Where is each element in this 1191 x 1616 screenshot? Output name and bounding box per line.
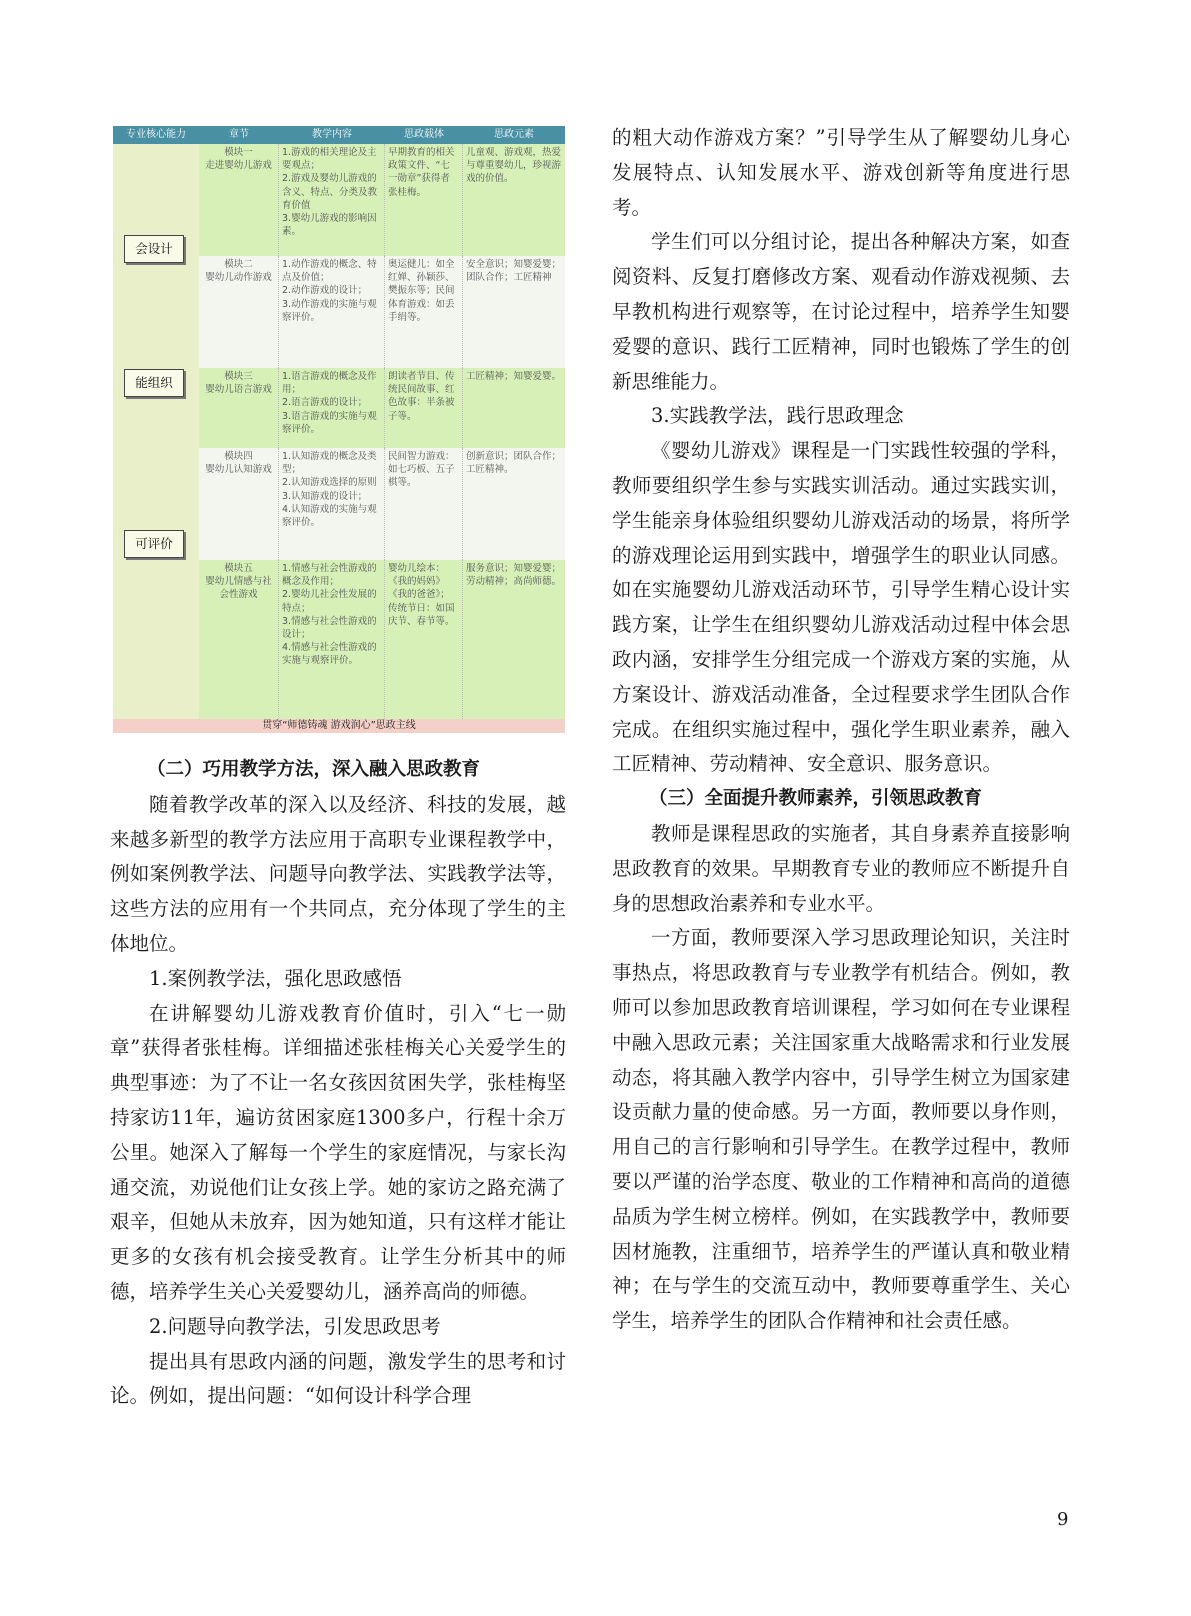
cell-content: 1.情感与社会性游戏的概念及作用； 2.婴幼儿社会性发展的特点； 3.情感与社会性游戏的设计； 4.情感与社会性游戏的实施与观察评价。 <box>279 560 385 719</box>
paragraph: 随着教学改革的深入以及经济、科技的发展，越来越多新型的教学方法应用于高职专业课程教学中，例如案例教学法、问题导向教学法、实践教学法等，这些方法的应用有一个共同点，充分体现了学生的主体地位。 <box>110 792 566 955</box>
subsection-heading: 1.案例教学法，强化思政感悟 <box>149 966 402 990</box>
cell-carrier: 民间智力游戏：如七巧板、五子棋等。 <box>385 448 463 560</box>
cell-content: 1.动作游戏的概念、特点及价值； 2.动作游戏的设计； 3.动作游戏的实施与观察评价。 <box>279 256 385 368</box>
cell-content: 1.认知游戏的概念及类型； 2.认知游戏选择的原则 3.认知游戏的设计； 4.认知游戏的实施与观察评价。 <box>279 448 385 560</box>
header-element: 思政元素 <box>494 129 534 140</box>
paragraph: 的粗大动作游戏方案？”引导学生从了解婴幼儿身心发展特点、认知发展水平、游戏创新等角度进行思考。 <box>612 126 1070 219</box>
right-column <box>612 121 1070 1339</box>
paragraph: 《婴幼儿游戏》课程是一门实践性较强的学科，教师要组织学生参与实践实训活动。通过实践实训，学生能亲身体验组织婴幼儿游戏活动的场景，将所学的游戏理论运用到实践中，增强学生的职业认同感。如在实施婴幼儿游戏活动环节，引导学生精心设计实践方案，让学生在组织婴幼儿游戏活动过程中体会思政内涵，安排学生分组完成一个游戏方案的实施，从方案设计、游戏活动准备，全过程要求学生团队合作完成。在组织实施过程中，强化学生职业素养，融入工匠精神、劳动精神、安全意识、服务意识。 <box>612 439 1070 776</box>
paragraph: 在讲解婴幼儿游戏教育价值时，引入“七一勋章”获得者张桂梅。详细描述张桂梅关心关爱学生的典型事迹：为了不让一名女孩因贫困失学，张桂梅坚持家访11年，遍访贫困家庭1300多户，行程十余万公里。她深入了解每一个学生的家庭情况，与家长沟通交流，劝说他们让女孩上学。她的家访之路充满了艰辛，但她从未放弃，因为她知道，只有这样才能让更多的女孩有机会接受教育。让学生分析其中的师德，培养学生关心关爱婴幼儿，涵养高尚的师德。 <box>110 1001 566 1303</box>
table-row <box>199 560 565 719</box>
cell-content: 1.游戏的相关理论及主要观点； 2.游戏及婴幼儿游戏的含义、特点、分类及教育价值 3.婴幼儿游戏的影响因素。 <box>279 144 385 256</box>
table-row <box>199 144 565 256</box>
cell-element: 儿童观、游戏观，热爱与尊重婴幼儿，珍视游戏的价值。 <box>466 147 562 185</box>
cell-module: 模块三 婴幼儿语言游戏 <box>199 368 279 448</box>
table-header-row <box>113 126 565 144</box>
table-row <box>199 368 565 448</box>
page-number: 9 <box>1057 1509 1069 1530</box>
header-chapter: 章节 <box>229 129 249 140</box>
paragraph: 一方面，教师要深入学习思政理论知识，关注时事热点，将思政教育与专业教学有机结合。例如，教师可以参加思政教育培训课程，学习如何在专业课程中融入思政元素；关注国家重大战略需求和行业发展动态，将其融入教学内容中，引导学生树立为国家建设贡献力量的使命感。另一方面，教师要以身作则，用自己的言行影响和引导学生。在教学过程中，教师要以严谨的治学态度、敬业的工作精神和高尚的道德品质为学生树立榜样。例如，在实践教学中，教师要因材施教，注重细节，培养学生的严谨认真和敬业精神；在与学生的交流互动中，教师要尊重学生、关心学生，培养学生的团队合作精神和社会责任感。 <box>612 926 1070 1333</box>
skill-box-organize: 能组织 <box>124 369 184 397</box>
table-row <box>199 448 565 560</box>
cell-element: 服务意识；知婴爱婴；劳动精神；高尚师德。 <box>466 563 562 588</box>
subsection-heading: 3.实践教学法，践行思政理念 <box>651 404 904 428</box>
cell-carrier: 奥运健儿：如全红婵、孙颖莎、樊振东等；民间体育游戏：如丢手绢等。 <box>385 256 463 368</box>
cell-content: 1.语言游戏的概念及作用； 2.语言游戏的设计； 3.语言游戏的实施与观察评价。 <box>279 368 385 448</box>
header-carrier: 思政载体 <box>404 129 444 140</box>
cell-module: 模块一 走进婴幼儿游戏 <box>199 144 279 256</box>
paragraph: 教师是课程思政的实施者，其自身素养直接影响思政教育的效果。早期教育专业的教师应不断提升自身的思想政治素养和专业水平。 <box>612 821 1070 915</box>
cell-carrier: 婴幼儿绘本：《我的妈妈》《我的爸爸》；传统节日：如国庆节、春节等。 <box>385 560 463 719</box>
cell-module: 模块五 婴幼儿情感与社会性游戏 <box>199 560 279 719</box>
cell-module: 模块四 婴幼儿认知游戏 <box>199 448 279 560</box>
cell-carrier: 朗读者节目、传统民间故事、红色故事：半条被子等。 <box>385 368 463 448</box>
cell-element: 工匠精神；知婴爱婴。 <box>466 371 562 382</box>
cell-carrier: 早期教育的相关政策文件、“七一勋章”获得者张桂梅。 <box>385 144 463 256</box>
paragraph: 学生们可以分组讨论，提出各种解决方案，如查阅资料、反复打磨修改方案、观看动作游戏视频、去早教机构进行观察等，在讨论过程中，培养学生知婴爱婴的意识、践行工匠精神，同时也锻炼了学生的创新思维能力。 <box>612 230 1070 393</box>
cell-module: 模块二 婴幼儿动作游戏 <box>199 256 279 368</box>
section-heading: （三）全面提升教师素养，引领思政教育 <box>649 788 983 810</box>
table-footer-banner: 贯穿“师德铸魂 游戏润心”思政主线 <box>113 719 565 733</box>
table-row <box>199 256 565 368</box>
left-column <box>110 753 566 1414</box>
curriculum-table-figure <box>113 126 565 733</box>
subsection-heading: 2.问题导向教学法，引发思政思考 <box>149 1314 441 1338</box>
paragraph: 提出具有思政内涵的问题，激发学生的思考和讨论。例如，提出问题：“如何设计科学合理 <box>110 1349 566 1408</box>
skill-box-evaluate: 可评价 <box>124 530 184 558</box>
header-content: 教学内容 <box>312 129 352 140</box>
skill-box-design: 会设计 <box>124 235 184 263</box>
cell-element: 创新意识；团队合作；工匠精神。 <box>466 451 562 476</box>
cell-element: 安全意识；知婴爱婴；团队合作；工匠精神 <box>466 259 562 284</box>
section-heading: （二）巧用教学方法，深入融入思政教育 <box>147 759 481 780</box>
core-ability-column <box>113 144 199 719</box>
header-core-ability: 专业核心能力 <box>126 129 186 140</box>
